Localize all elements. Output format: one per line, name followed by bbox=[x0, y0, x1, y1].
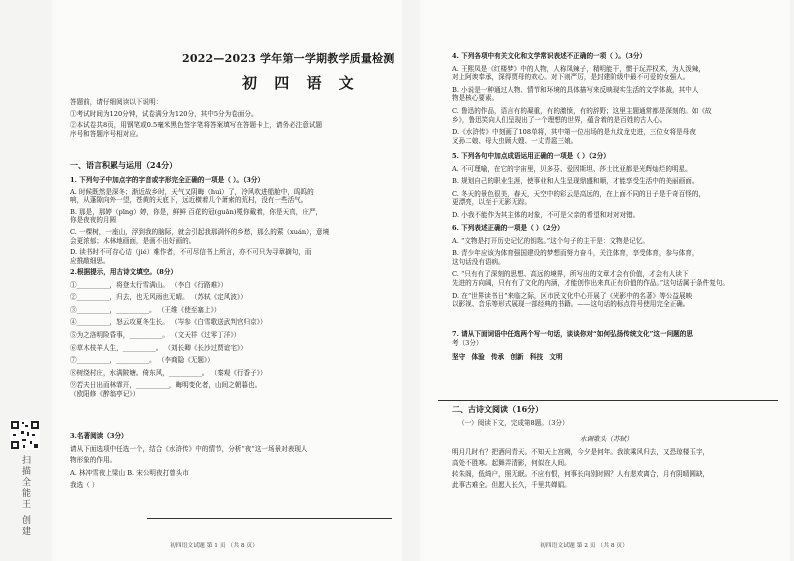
page-footer: 初四语文试题 第 2 页 （共 8 页） bbox=[540, 543, 628, 549]
q4-line: A. 王熙凤是《红楼梦》中的人物，人称凤辣子，精明能干，惯于玩弄权术，为人泼辣， bbox=[452, 64, 705, 73]
q1-stem: 1. 下列句子中加点字的字音或字形完全正确的一项是（ ）。（3分） bbox=[70, 176, 265, 184]
q5-stem: 5. 下列各句中加点成语运用正确的一项是（ ）（2分） bbox=[452, 152, 610, 160]
right-page bbox=[420, 0, 790, 561]
q2-line: （欧阳修《醉翁亭记》） bbox=[70, 389, 140, 398]
q1-line: A. 时候既然是深冬；渐近故乡时，天气又阴晦（huì）了，冷风吹进船舱中，呜呜的 bbox=[70, 187, 314, 196]
notice-line: ①考试时间为120分钟，试卷满分为120分，其中5分为卷面分。 bbox=[70, 109, 258, 118]
question-7 bbox=[452, 330, 693, 362]
notice-line: ②本试卷共8页，用钢笔或0.5毫米黑色签字笔将答案填写在答题卡上，请务必注意试题 bbox=[70, 121, 323, 130]
poem-text bbox=[452, 447, 709, 491]
section-1-heading: 一、语言积累与运用（24分） bbox=[70, 160, 178, 170]
q3-line: 请从下面选项中任选一个，结合《水浒传》中的情节，分析“夜”这一场景对表现人 bbox=[70, 444, 308, 453]
question-5 bbox=[452, 152, 705, 220]
q5-line: 更漂亮，以至于无影无踪。 bbox=[452, 198, 532, 207]
q3-options: A. 林冲雪夜上梁山 B. 宋公明夜打曾头市 bbox=[70, 468, 189, 477]
q6-line: 先进的方向阔，只有有了文化的内涵，才能创作出来真正有价值的作品。”这句话属于条件复句。 bbox=[452, 278, 730, 287]
notice-line: 序号和答题序号相对应。 bbox=[70, 129, 143, 138]
poem-line: 明月几时有？把酒问青天。不知天上宫阙，今夕是何年。我欲乘风归去，又恐琼楼玉宇， bbox=[452, 448, 710, 456]
section-2-heading: 二、古诗文阅读（16分） bbox=[452, 404, 544, 414]
subject-title: 初 四 语 文 bbox=[242, 74, 360, 92]
qr-code-icon bbox=[10, 420, 40, 450]
q5-line: B. 规划自己的职业生涯，使事业和人生呈现鼎盛和顺，才能享受生活中的美丽画面。 bbox=[452, 177, 699, 186]
q6-line: C. “只有有了深刻的思想、高远的境界，所写出的文章才会有价值，才会有人读下 bbox=[452, 270, 689, 279]
q2-line: ⑥草木枝羊人生，__________。 （刘长卿《长沙过贾谊宅》） bbox=[70, 343, 247, 352]
page-footer: 初四语文试题 第 1 页 （共 8 页） bbox=[170, 543, 258, 549]
q4-line: B. 小说是一种通过人物、情节和环境的具体描写来反映现实生活的文学体裁，其中人 bbox=[452, 85, 699, 94]
q4-line: 对上阿谀奉承，深得贾母的欢心。对下则严厉，是封建阶级中最不可爱的女强人。 bbox=[452, 73, 690, 82]
exam-title: 2022—2023 学年第一学期教学质量检测 bbox=[182, 52, 395, 65]
q5-line: C. 冬天的景色很美，春天，天空中的彩云是高远的，在上面不同的日子是千奇百怪的， bbox=[452, 189, 705, 198]
q4-line: 叉孙二娘、母大虫顾大嫂、一丈青扈三娘。 bbox=[452, 136, 578, 145]
poem-title: 水调歌头（苏轼） bbox=[580, 435, 633, 443]
q7-word-list: 坚守 体验 传承 创新 科技 文明 bbox=[452, 353, 563, 362]
q4-line: 乡》，鲁迅笑向人们呈现出了一个理想的世界，蕴含着的是百姓的古人心。 bbox=[452, 115, 667, 124]
subsection-1: （一）阅读下文，完成第8题。（3分） bbox=[458, 419, 569, 427]
question-3 bbox=[70, 432, 308, 490]
q5-line: D. 小我不能作为其主体的对象，不可是父亲的希望和对对对错。 bbox=[452, 210, 640, 219]
question-6 bbox=[452, 224, 729, 309]
q1-line: D. 读书时不可存心诘（jié）难作者，不可尽信书上所言，亦不可只为寻章摘句，而 bbox=[70, 248, 312, 257]
q7-stem: 7. 请从下面词语中任选两个写一句话，谈谈你对“如何弘扬传统文化”这一问题的思 bbox=[452, 330, 693, 338]
question-4 bbox=[452, 52, 712, 145]
q4-line: D.《水浒传》中刻画了108单将，其中第一位出场的是九纹龙史进，三位女将是母夜 bbox=[452, 128, 696, 137]
answer-line bbox=[147, 518, 392, 519]
q2-line: ⑦__________，__________。 （李商隐《无题》） bbox=[70, 356, 214, 365]
notice-line: 答题前，请仔细阅读以下说明： bbox=[70, 98, 163, 106]
q1-line: 你是夜夜的月圆 bbox=[70, 216, 117, 225]
q2-stem: 2.根据提示，用古诗文填空。（8分） bbox=[70, 268, 178, 276]
q1-line: 会更浓郁；木林地画面，是画不出好画的。 bbox=[70, 236, 196, 245]
q3-stem: 3.名著阅读（3分） bbox=[70, 432, 128, 440]
q2-line: ④__________，怒云攻夏冬生长。 （岑参《白雪歌送武判官归京》） bbox=[70, 318, 267, 327]
scanner-watermark: 扫描全能王 创建 bbox=[20, 455, 30, 537]
q3-line: 物形象的作用。 bbox=[70, 456, 117, 465]
q4-line: C. 鲁迅的作品，语言有的凝重，有的激愤，有的辞野；这里主题通常都是深刻的。如《故 bbox=[452, 106, 712, 115]
poem-line: 转朱阁，低绮户，照无眠。不应有恨，何事长向别时圆？人有悲欢离合，月有阴晴圆缺， bbox=[452, 470, 710, 478]
q1-line: C. 一棵树，一座山，浮到我的脑际，就会引起我那满怀的乡愁，那么的萦（xuán），意境 bbox=[70, 227, 330, 236]
q1-line: B. 那是，那婷（pīng）婷，你是，鲜鲜 百花的冠(guān)冕你戴着，你是天真，庄严， bbox=[70, 207, 323, 216]
poem-line: 此事古难全。但愿人长久，千里共婵娟。 bbox=[452, 481, 571, 489]
section-divider bbox=[438, 400, 778, 401]
q2-line: ①__________，将登太行雪满山。 （李白《行路难》） bbox=[70, 280, 228, 289]
q6-line: B. 青少年应该为体育强国建设的梦想而努力奋斗，关注体育，享受体育，参与体育， bbox=[452, 249, 699, 258]
q4-line: 物是核心要素。 bbox=[452, 94, 499, 103]
q1-line: 应推敲细思。 bbox=[70, 256, 110, 265]
q3-choice: 我选（ ） bbox=[70, 481, 99, 490]
q7-line: 考（3分） bbox=[452, 338, 483, 347]
q6-stem: 6. 下列表述正确的一项是（ ）（2分） bbox=[452, 224, 564, 232]
q6-line: 以影视、音乐等形式展现一部经典的书籍。——这句话的标点符号使用完全正确。 bbox=[452, 300, 690, 309]
notice-block bbox=[70, 98, 322, 138]
q2-line: ⑧树绕村庄，水满陂塘。倚东风，__________。 （秦观《行香子》） bbox=[70, 368, 267, 377]
question-1 bbox=[70, 176, 329, 265]
q6-line: A. “文物是打开历史记忆的钥匙。”这个句子的主干是：文物是记忆。 bbox=[452, 236, 650, 245]
q2-line: ③__________，__________。 （王维《使至塞上》） bbox=[70, 305, 221, 314]
q2-line: ⑨若夫日出而林霏开，__________，晦明变化者，山间之朝暮也。 bbox=[70, 381, 262, 390]
q5-line: A. 不可理喻，在它的宇宙里，贝多芬、爱因斯坦、莎士比亚都是光辉灿烂的明星。 bbox=[452, 164, 692, 173]
q2-line: ②__________，归去，也无风雨也无晴。 （苏轼《定风波》） bbox=[70, 293, 247, 302]
q6-line: 这句话没有语病。 bbox=[452, 257, 505, 266]
q6-line: D. 在“世界读书日”来临之际，区市民文化中心开展了《光影中的名著》等公益展映 bbox=[452, 291, 693, 300]
q2-line: ⑤为之洛明险昏事，__________。 （文天祥《过零丁洋》） bbox=[70, 330, 241, 339]
left-page bbox=[52, 0, 402, 561]
q1-line: 响，从蓬隙向外一望，苍黄的天底下，远近横着几个萧索的荒村，没有一些活气。 bbox=[70, 196, 308, 205]
poem-line: 高处不胜寒。起舞弄清影，何似在人间。 bbox=[452, 459, 571, 467]
q4-stem: 4. 下列各项中有关文化和文学常识表述不正确的一项（ ）。（3分） bbox=[452, 52, 647, 60]
question-2 bbox=[70, 268, 267, 399]
